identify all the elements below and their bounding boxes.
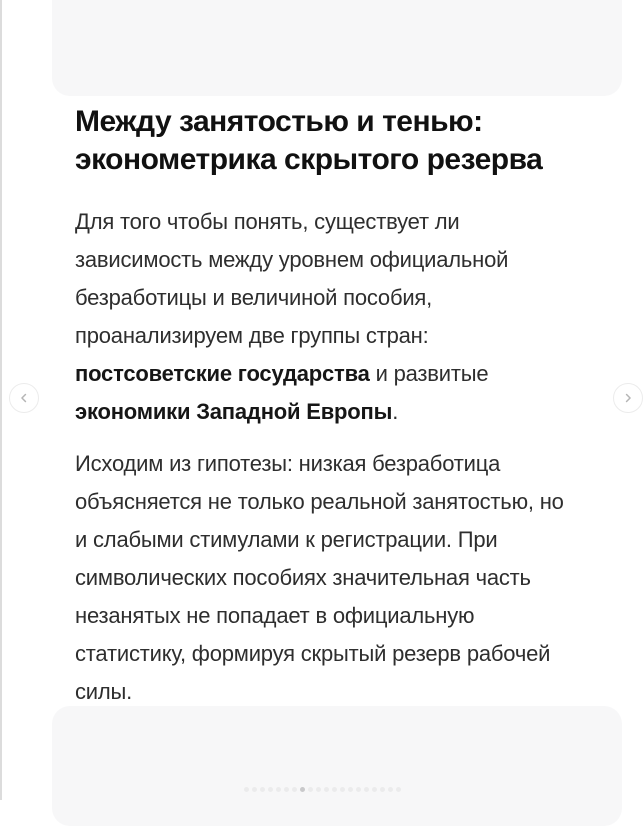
carousel-dot[interactable]: [388, 787, 393, 792]
article-title: Между занятостью и тенью: эконометрика скрытого резерва: [75, 105, 543, 176]
bold-term-western-europe: экономики Западной Европы: [75, 399, 393, 424]
carousel-dot[interactable]: [244, 787, 249, 792]
carousel-dot[interactable]: [292, 787, 297, 792]
carousel-dot[interactable]: [260, 787, 265, 792]
carousel-dot[interactable]: [316, 787, 321, 792]
article-slide: [75, 103, 565, 711]
carousel-next-button[interactable]: [613, 383, 643, 413]
chevron-right-icon: [621, 391, 635, 405]
carousel-dot[interactable]: [332, 787, 337, 792]
carousel-dot[interactable]: [308, 787, 313, 792]
window-edge-divider: [0, 0, 2, 800]
carousel-dot[interactable]: [356, 787, 361, 792]
carousel-dot[interactable]: [372, 787, 377, 792]
chevron-left-icon: [17, 391, 31, 405]
carousel-dot[interactable]: [396, 787, 401, 792]
next-row-card-preview: [52, 706, 622, 826]
article-paragraph-1: [75, 203, 565, 431]
bold-term-post-soviet: постсоветские государства: [75, 361, 370, 386]
carousel-dot[interactable]: [324, 787, 329, 792]
previous-row-card-preview: [52, 0, 622, 96]
carousel-dot-active[interactable]: [300, 787, 305, 792]
carousel-dot[interactable]: [252, 787, 257, 792]
carousel-dot[interactable]: [348, 787, 353, 792]
paragraph-text: Для того чтобы понять, существует ли зависимость между уровнем официальной безработицы и величиной пособия, проанализируем две группы стран:: [75, 209, 509, 348]
paragraph-text: и развитые: [369, 361, 489, 386]
carousel-dot[interactable]: [364, 787, 369, 792]
paragraph-text: .: [392, 399, 399, 424]
carousel-pagination-dots: [0, 787, 644, 792]
carousel-prev-button[interactable]: [9, 383, 39, 413]
carousel-dot[interactable]: [340, 787, 345, 792]
carousel-dot[interactable]: [276, 787, 281, 792]
carousel-dot[interactable]: [268, 787, 273, 792]
carousel-dot[interactable]: [380, 787, 385, 792]
carousel-dot[interactable]: [284, 787, 289, 792]
article-paragraph-2: Исходим из гипотезы: низкая безработица объясняется не только реальной занятостью, но и слабыми стимулами к регистрации. При символических пособиях значительная часть незанятых не попадает в официальную статистику, формируя скрытый резерв рабочей силы.: [75, 451, 564, 704]
